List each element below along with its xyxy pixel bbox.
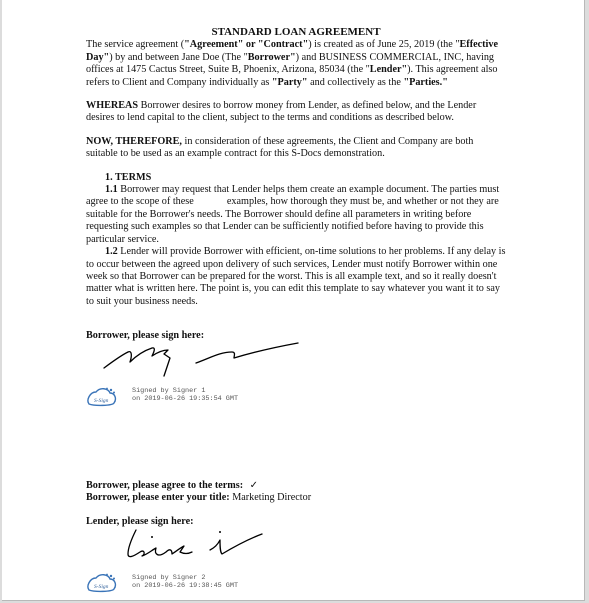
now-therefore-text: in consideration of these agreements, the Client and Company are both suitable to be used as an example contract for this S-Docs demonstration. [86, 135, 474, 160]
signature-2-timestamp: on 2019-06-26 19:38:45 GMT [132, 582, 239, 591]
intro-text-1: The service agreement ( [86, 39, 185, 51]
intro-text-5: ). This agreement also refers to Client and Company individually as [86, 64, 498, 88]
agree-terms-label: Borrower, please agree to the terms: [86, 480, 244, 491]
section-terms-title: 1. TERMS [105, 171, 152, 183]
title-row [86, 492, 311, 504]
clause-1-2-number: 1.2 [105, 246, 118, 258]
intro-text-3: ) by and between Jane Doe (The " [109, 51, 248, 63]
intro-paragraph [86, 39, 506, 89]
svg-text:S-Sign: S-Sign [94, 584, 109, 590]
whereas-paragraph [86, 100, 506, 125]
document-title: STANDARD LOAN AGREEMENT [211, 26, 381, 38]
borrower-signature[interactable] [98, 338, 308, 380]
clause-1-2 [86, 246, 506, 308]
intro-bold-6: "Parties." [403, 76, 448, 88]
s-sign-seal-icon [86, 386, 118, 408]
s-sign-seal-icon-2 [86, 572, 118, 594]
clause-1-1-text: Borrower may request that Lender helps them create an example document. The parties must agree to the scope of these examples, how thorough they must be, and whether or not they are suitable for the Borrower's needs. The Borrower should define all parameters in writing before requesting such examples so that Lender can be sufficiently notified before having to provide this particular service. [86, 184, 502, 245]
title-label: Borrower, please enter your title: [86, 492, 230, 503]
signature-1-timestamp: on 2019-06-26 19:35:54 GMT [132, 395, 239, 404]
whereas-text: Borrower desires to borrow money from Lender, as defined below, and the Lender desires to lend capital to the client, subject to the terms and conditions as described below. [86, 100, 477, 124]
title-field[interactable]: Marketing Director [232, 492, 312, 503]
now-therefore-paragraph [86, 136, 506, 161]
borrower-sign-label: Borrower, please sign here: [86, 330, 205, 341]
lender-sign-label: Lender, please sign here: [86, 516, 194, 527]
intro-text-6: and collectively as the [307, 76, 404, 88]
now-therefore-bold: NOW, THEREFORE, [86, 135, 182, 147]
signature-1-signer: Signed by Signer 1 [132, 387, 206, 395]
intro-text-4: ) and BUSINESS COMMERCIAL, INC, having offices at 1475 Cactus Street, Suite B, Phoenix, Arizona, 85034 (the " [86, 51, 495, 76]
whereas-bold: WHEREAS [86, 100, 139, 112]
agreement-body [86, 26, 506, 308]
clause-1-1-number: 1.1 [105, 184, 118, 196]
svg-text:S-Sign: S-Sign [94, 398, 109, 404]
clause-1-1 [86, 184, 506, 246]
intro-bold-4: Lender" [369, 64, 408, 76]
agree-checkmark-icon[interactable]: ✓ [249, 480, 259, 491]
clause-1-2-text: Lender will provide Borrower with efficient, on-time solutions to her problems. If any delay is to occur between the agreed upon delivery of such services, Lender must notify Borrower within one week so that Borrower can be prepared for the worst. This is all example text, and so it really doesn't matter what is written here. The point is, you can edit this template to say whatever you want it to say to suit your business needs. [86, 246, 506, 307]
intro-bold-2: Effective Day" [86, 39, 498, 63]
agree-terms-row [86, 480, 258, 492]
intro-bold-1: "Agreement" or "Contract" [184, 39, 309, 51]
lender-signature[interactable] [122, 528, 282, 566]
signature-2-signer: Signed by Signer 2 [132, 574, 206, 582]
signature-2-certificate [132, 574, 238, 590]
document-page [2, 0, 585, 601]
intro-text-2: ) is created as of June 25, 2019 (the " [308, 39, 460, 51]
intro-bold-5: "Party" [271, 76, 308, 88]
intro-bold-3: Borrower" [247, 51, 296, 63]
signature-1-certificate [132, 387, 238, 403]
